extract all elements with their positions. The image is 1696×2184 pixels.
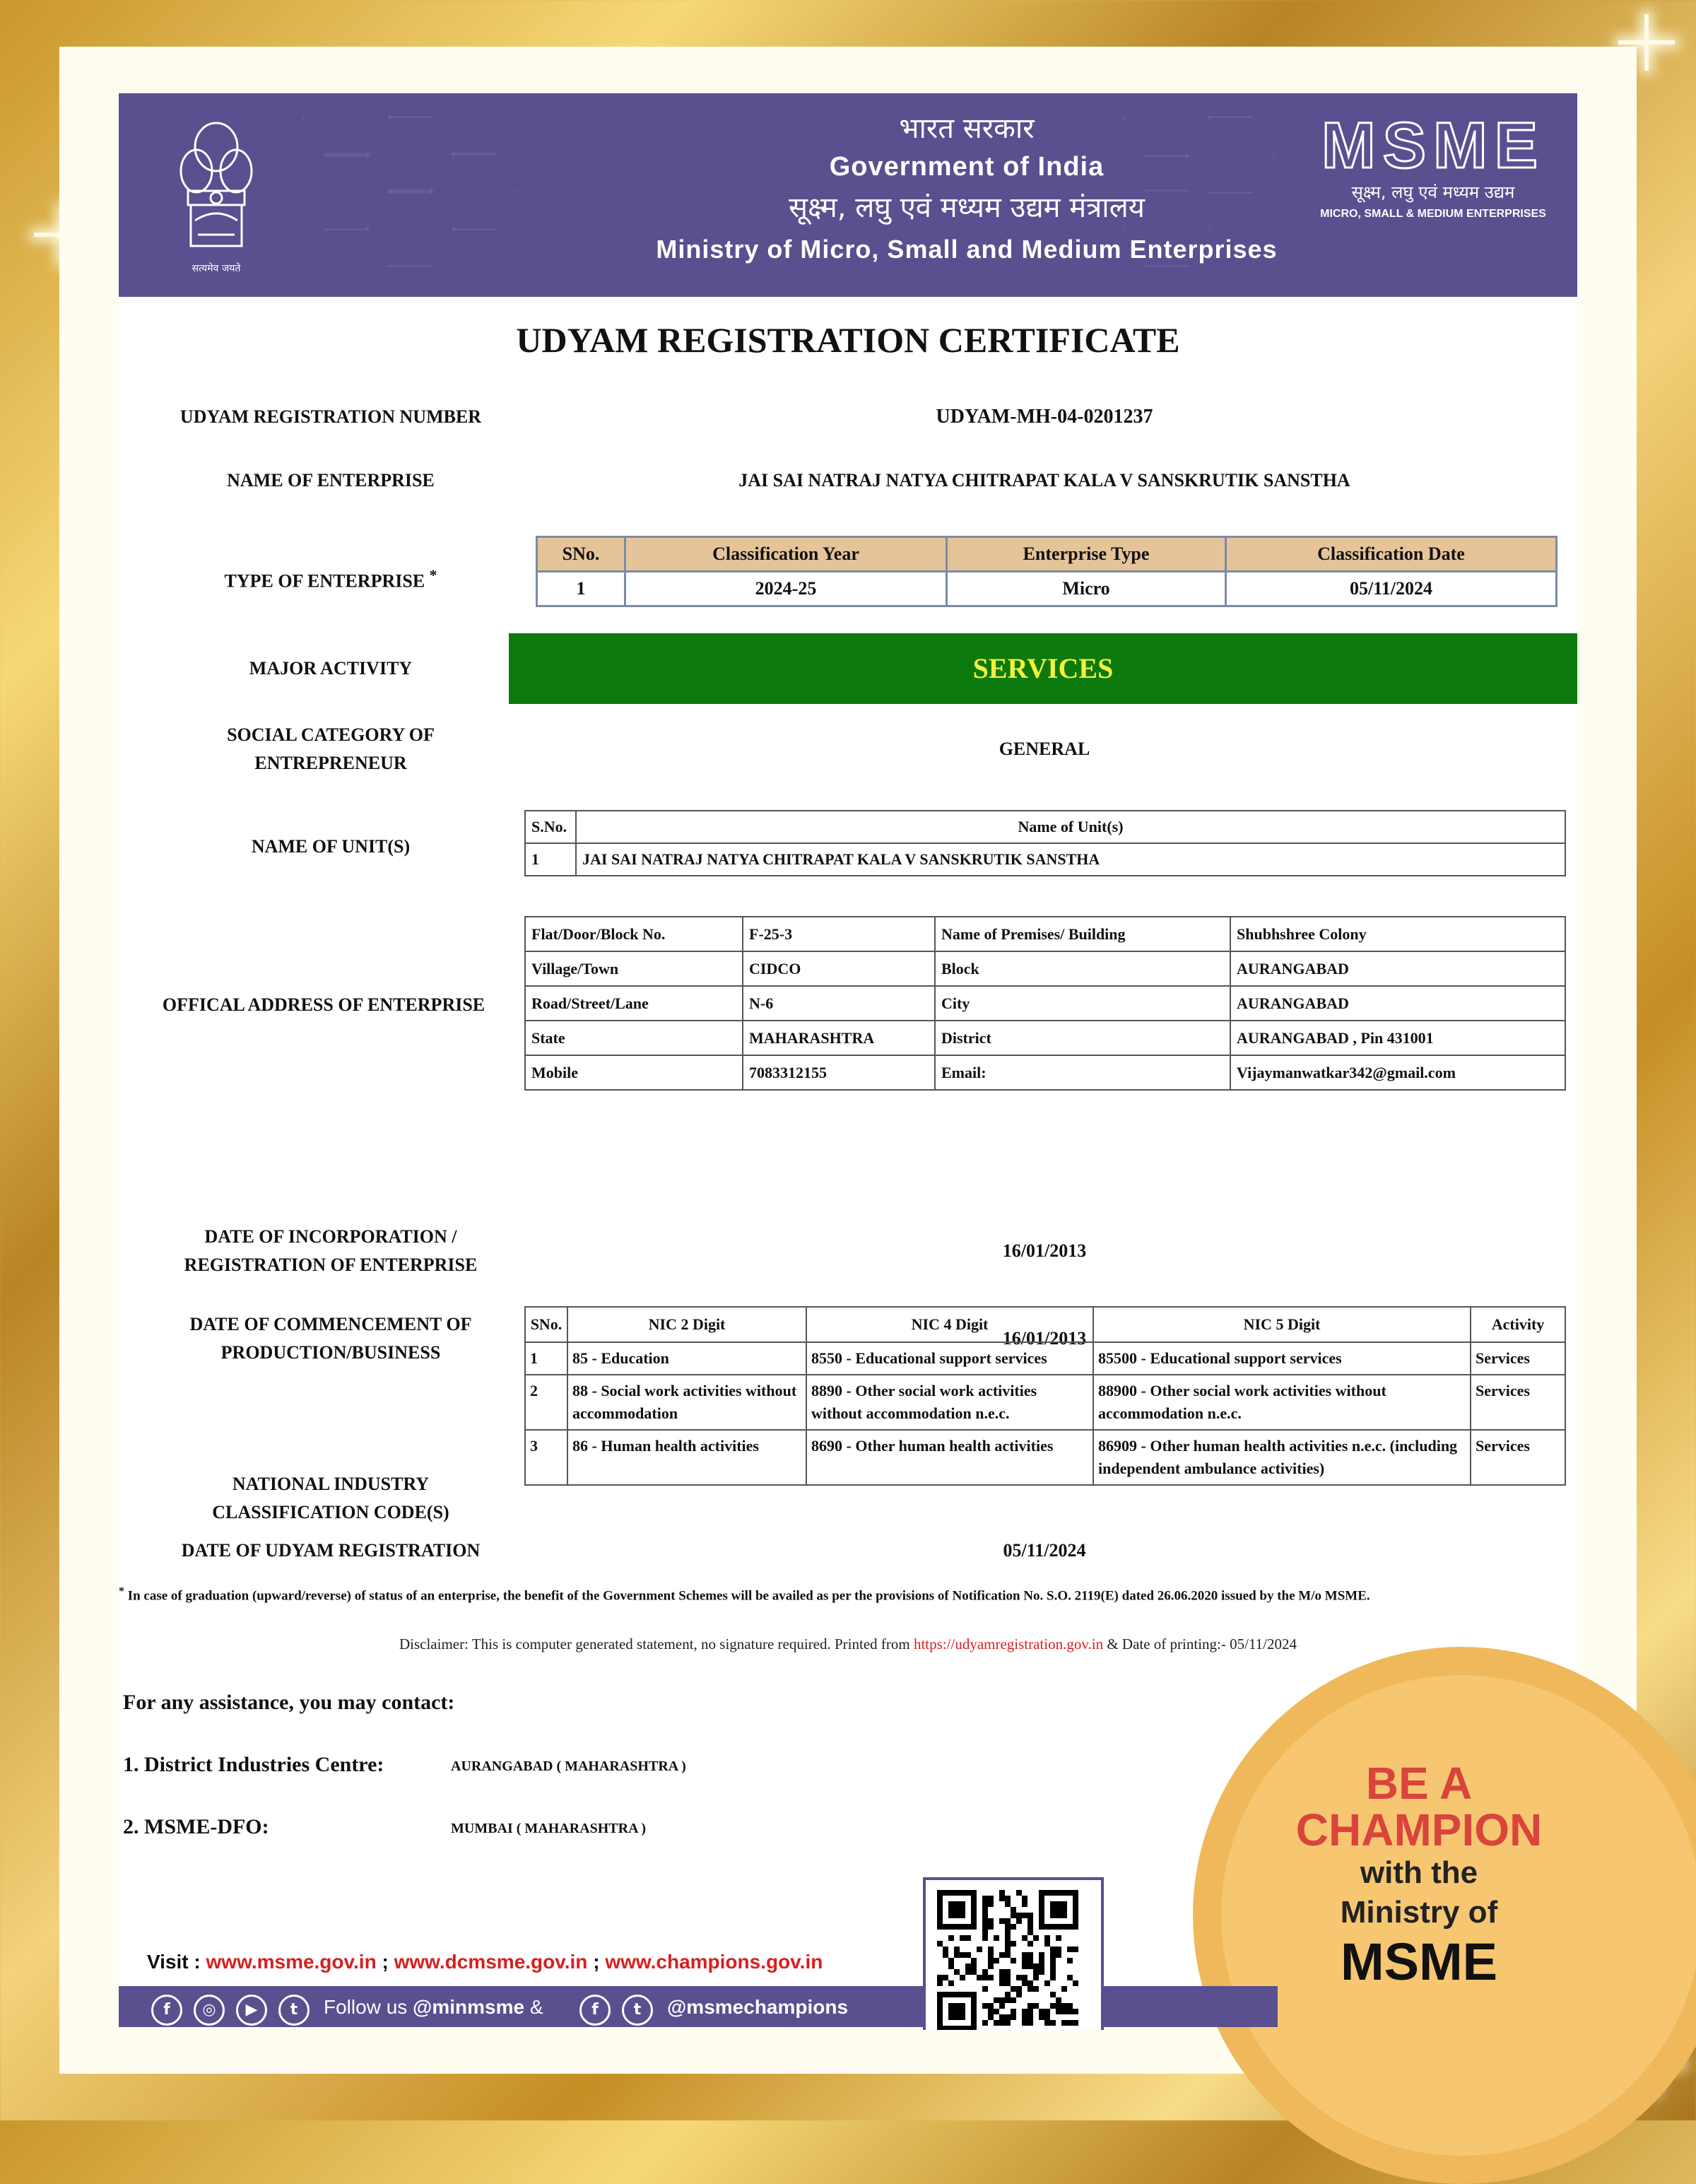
msme-logo — [1313, 110, 1553, 262]
incorporation-date-value: 16/01/2013 — [1002, 1240, 1087, 1261]
disclaimer-text: Disclaimer: This is computer generated statement, no signature required. Printed from — [399, 1636, 910, 1652]
qr-code — [923, 1877, 1104, 2030]
major-activity-value: SERVICES — [509, 633, 1577, 704]
table-row — [525, 917, 1565, 951]
table-row — [525, 843, 1565, 876]
msme-logo-word: MSME — [1321, 110, 1545, 182]
table-header-row — [525, 1307, 1565, 1342]
table-header-row — [537, 537, 1557, 572]
certificate-title: UDYAM REGISTRATION CERTIFICATE — [516, 320, 1180, 360]
table-cell: 1 — [525, 843, 576, 876]
address-field-label: Block — [935, 951, 1230, 986]
address-label: OFFICAL ADDRESS OF ENTERPRISE — [162, 994, 485, 1015]
champions-website-link[interactable]: www.champions.gov.in — [605, 1951, 823, 1973]
social-category-label — [119, 721, 543, 777]
enterprise-name-label: NAME OF ENTERPRISE — [227, 470, 435, 491]
incorporation-date-label — [119, 1223, 543, 1279]
units-label: NAME OF UNIT(S) — [251, 836, 411, 857]
address-field-label: Village/Town — [525, 951, 743, 986]
table-row — [525, 1430, 1565, 1485]
national-emblem-icon — [170, 115, 263, 281]
table-cell: 05/11/2024 — [1226, 572, 1557, 606]
dcmsme-website-link[interactable]: www.dcmsme.gov.in — [394, 1951, 588, 1973]
address-table — [524, 916, 1566, 1091]
table-row — [525, 1021, 1565, 1055]
table-cell: JAI SAI NATRAJ NATYA CHITRAPAT KALA V SANSKRUTIK SANSTHA — [576, 843, 1565, 876]
msme-logo-hindi: सूक्ष्म, लघु एवं मध्यम उद्यम — [1351, 182, 1515, 202]
govt-title-hindi: भारत सरकार — [899, 112, 1035, 145]
table-cell: 2024-25 — [625, 572, 947, 606]
table-header: Classification Date — [1226, 537, 1557, 572]
table-header: S.No. — [525, 811, 576, 843]
champion-line: CHAMPION — [1295, 1804, 1543, 1855]
table-cell: Services — [1471, 1430, 1565, 1485]
table-header: Enterprise Type — [947, 537, 1226, 572]
address-field-label: Email: — [935, 1055, 1230, 1090]
nic-codes-label-line: NATIONAL INDUSTRY — [232, 1474, 430, 1494]
facebook-icon[interactable]: f — [579, 1995, 611, 2026]
table-cell: 85500 - Educational support services — [1093, 1342, 1471, 1375]
champions-handle — [667, 1996, 848, 2019]
ministry-title: Ministry of Micro, Small and Medium Enterprises — [656, 235, 1278, 264]
table-header: Name of Unit(s) — [576, 811, 1565, 843]
classification-table — [536, 536, 1557, 607]
twitter-icon[interactable]: t — [278, 1995, 310, 2026]
table-header: NIC 4 Digit — [806, 1307, 1093, 1342]
table-cell: Micro — [947, 572, 1226, 606]
social-handle-minmsme[interactable]: @minmsme — [413, 1996, 525, 2018]
address-field-label: Name of Premises/ Building — [935, 917, 1230, 951]
social-amp: & — [529, 1996, 543, 2018]
table-header: Activity — [1471, 1307, 1565, 1342]
major-activity-label: MAJOR ACTIVITY — [249, 658, 413, 679]
champion-line: MSME — [1341, 1932, 1497, 1991]
social-handle-msmechampions[interactable]: @msmechampions — [667, 1996, 849, 2018]
header-titles — [486, 110, 1447, 270]
table-header: NIC 2 Digit — [567, 1307, 806, 1342]
table-row — [537, 572, 1557, 606]
table-cell: Services — [1471, 1342, 1565, 1375]
address-field-label: District — [935, 1021, 1230, 1055]
address-field-label: State — [525, 1021, 743, 1055]
table-cell: 85 - Education — [567, 1342, 806, 1375]
msme-website-link[interactable]: www.msme.gov.in — [206, 1951, 377, 1973]
email-value: Vijaymanwatkar342@gmail.com — [1230, 1055, 1565, 1090]
follow-label: Follow us — [324, 1996, 408, 2018]
table-header: SNo. — [525, 1307, 567, 1342]
address-field-label: City — [935, 986, 1230, 1021]
table-row — [525, 1375, 1565, 1430]
emblem-motto: सत्यमेव जयते — [192, 263, 241, 274]
udyam-portal-link[interactable]: https://udyamregistration.gov.in — [913, 1636, 1104, 1652]
table-cell: 3 — [525, 1430, 567, 1485]
table-cell: 2 — [525, 1375, 567, 1430]
units-table — [524, 810, 1566, 876]
footnote-text: In case of graduation (upward/reverse) of status of an enterprise, the benefit of the Government Schemes will be availed as per the provisions of Notification No. S.O. 2119(E) dated 26.06.2020 issued by the M/o MSME. — [127, 1588, 1370, 1604]
table-cell: 88 - Social work activities without accommodation — [567, 1375, 806, 1430]
address-field-value: F-25-3 — [743, 917, 935, 951]
incorporation-date-label-line: REGISTRATION OF ENTERPRISE — [184, 1255, 478, 1275]
enterprise-type-label-text: TYPE OF ENTERPRISE — [224, 570, 425, 592]
incorporation-date-label-line: DATE OF INCORPORATION / — [204, 1226, 457, 1247]
table-cell: 86909 - Other human health activities n.e.c. (including independent ambulance activities) — [1093, 1430, 1471, 1485]
address-field-value: AURANGABAD , Pin 431001 — [1230, 1021, 1565, 1055]
social-category-label-line: ENTREPRENEUR — [254, 753, 407, 773]
commencement-date-label-line: DATE OF COMMENCEMENT OF — [189, 1314, 472, 1334]
table-cell: 86 - Human health activities — [567, 1430, 806, 1485]
nic-codes-label-line: CLASSIFICATION CODE(S) — [212, 1502, 449, 1522]
champion-line: with the — [1360, 1855, 1478, 1890]
instagram-icon[interactable]: ◎ — [194, 1995, 225, 2026]
champion-banner — [1264, 1760, 1574, 1992]
youtube-icon[interactable]: ▶ — [236, 1995, 267, 2026]
enterprise-name-value: JAI SAI NATRAJ NATYA CHITRAPAT KALA V SANSKRUTIK SANSTHA — [738, 470, 1350, 491]
dic-label: 1. District Industries Centre: — [123, 1753, 384, 1776]
reg-number-label: UDYAM REGISTRATION NUMBER — [179, 406, 482, 427]
champion-line: BE A — [1365, 1758, 1473, 1809]
commencement-date-label — [119, 1310, 543, 1367]
table-header: NIC 5 Digit — [1093, 1307, 1471, 1342]
table-header: SNo. — [537, 537, 625, 572]
dfo-label: 2. MSME-DFO: — [123, 1815, 269, 1838]
govt-title: Government of India — [829, 152, 1105, 182]
udyam-date-label: DATE OF UDYAM REGISTRATION — [181, 1540, 481, 1561]
enterprise-type-asterisk: * — [429, 567, 437, 584]
social-media-bar — [119, 1986, 1278, 2027]
table-cell: 8690 - Other human health activities — [806, 1430, 1093, 1485]
dic-value: AURANGABAD ( MAHARASHTRA ) — [451, 1759, 686, 1774]
facebook-icon[interactable]: f — [151, 1995, 182, 2026]
twitter-icon[interactable]: t — [622, 1995, 653, 2026]
ministry-title-hindi: सूक्ष्म, लघु एवं मध्यम उद्यम मंत्रालय — [789, 192, 1145, 224]
address-field-value: N-6 — [743, 986, 935, 1021]
enterprise-type-label — [119, 561, 543, 596]
table-header: Classification Year — [625, 537, 947, 572]
address-field-value: Shubhshree Colony — [1230, 917, 1565, 951]
certificate-sheet — [119, 93, 1577, 2027]
address-field-value: AURANGABAD — [1230, 951, 1565, 986]
visit-label: Visit : — [147, 1951, 206, 1973]
udyam-date-value: 05/11/2024 — [1003, 1540, 1086, 1561]
msme-logo-subtitle: MICRO, SMALL & MEDIUM ENTERPRISES — [1320, 208, 1546, 220]
ministry-header — [119, 93, 1577, 297]
follow-us-text — [324, 1996, 543, 2019]
table-cell: 88900 - Other social work activities without accommodation n.e.c. — [1093, 1375, 1471, 1430]
assistance-heading: For any assistance, you may contact: — [123, 1691, 455, 1714]
table-row — [525, 1055, 1565, 1090]
table-row — [525, 951, 1565, 986]
visit-links — [147, 1951, 823, 1973]
table-cell: 1 — [537, 572, 625, 606]
commencement-date-value: 16/01/2013 — [1002, 1328, 1087, 1349]
address-field-value: CIDCO — [743, 951, 935, 986]
table-row — [525, 986, 1565, 1021]
address-field-label: Road/Street/Lane — [525, 986, 743, 1021]
table-header-row — [525, 811, 1565, 843]
disclaimer-print-date: & Date of printing:- 05/11/2024 — [1107, 1636, 1297, 1652]
table-cell: Services — [1471, 1375, 1565, 1430]
address-field-label: Mobile — [525, 1055, 743, 1090]
address-field-value: 7083312155 — [743, 1055, 935, 1090]
champion-line: Ministry of — [1340, 1895, 1498, 1930]
table-cell: 1 — [525, 1342, 567, 1375]
social-category-value: GENERAL — [999, 739, 1090, 759]
table-cell: 8890 - Other social work activities without accommodation n.e.c. — [806, 1375, 1093, 1430]
link-separator: ; — [382, 1951, 394, 1973]
address-field-label: Flat/Door/Block No. — [525, 917, 743, 951]
table-row — [525, 1342, 1565, 1375]
nic-codes-label — [119, 1470, 543, 1527]
footnote — [119, 1580, 1567, 1607]
table-cell: 8550 - Educational support services — [806, 1342, 1093, 1375]
address-field-value: AURANGABAD — [1230, 986, 1565, 1021]
nic-codes-table — [524, 1306, 1566, 1486]
reg-number-value: UDYAM-MH-04-0201237 — [936, 406, 1153, 428]
social-category-label-line: SOCIAL CATEGORY OF — [227, 724, 435, 745]
disclaimer — [119, 1636, 1577, 1653]
dfo-value: MUMBAI ( MAHARASHTRA ) — [451, 1821, 647, 1836]
footnote-asterisk: * — [119, 1585, 124, 1597]
commencement-date-label-line: PRODUCTION/BUSINESS — [220, 1342, 441, 1363]
address-field-value: MAHARASHTRA — [743, 1021, 935, 1055]
link-separator: ; — [593, 1951, 606, 1973]
